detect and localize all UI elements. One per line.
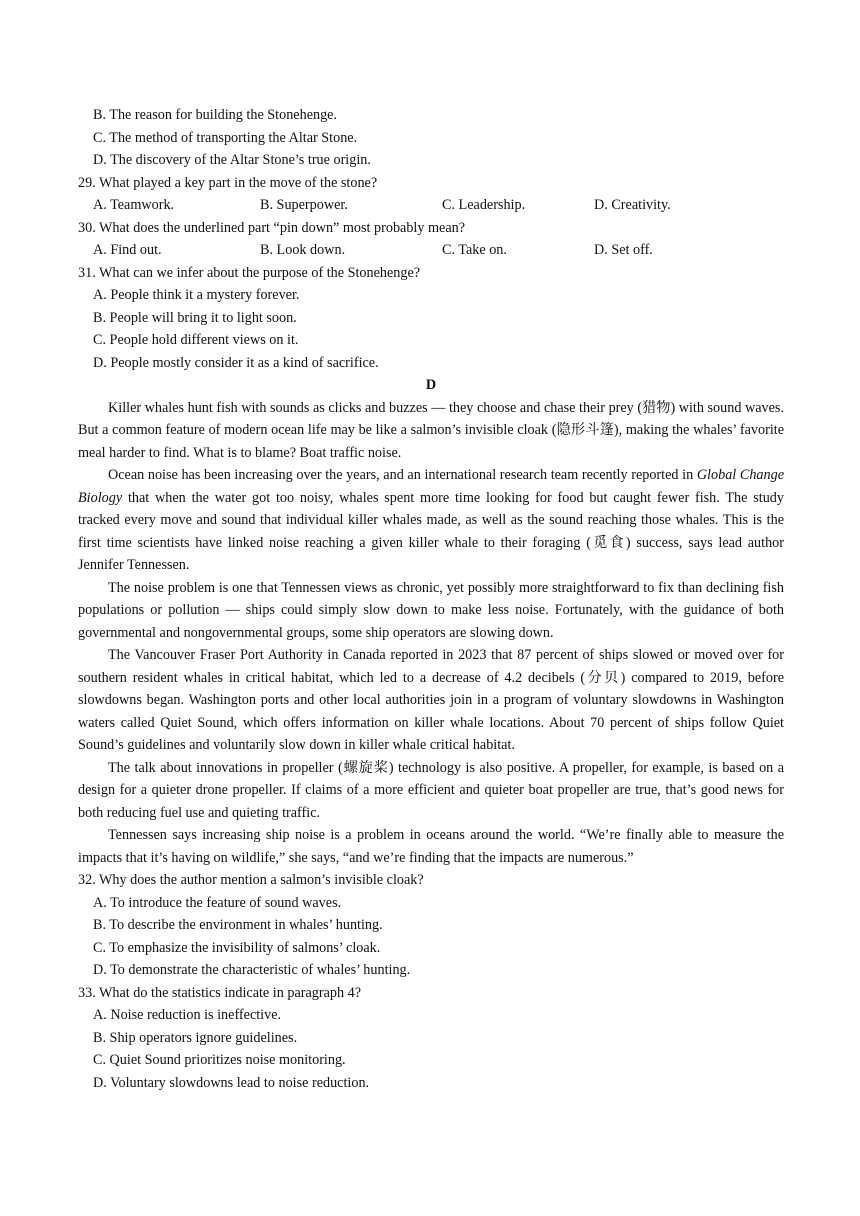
q33-option-a: A. Noise reduction is ineffective. xyxy=(93,1007,282,1023)
q31-option-c: C. People hold different views on it. xyxy=(93,332,299,348)
q30-stem: 30. What does the underlined part “pin down” most probably mean? xyxy=(78,219,466,236)
q32-stem: 32. Why does the author mention a salmon’s invisible cloak? xyxy=(78,872,424,888)
q33-option-d: D. Voluntary slowdowns lead to noise reduction. xyxy=(93,1074,370,1091)
paragraph-2-text-a: Ocean noise has been increasing over the years, and an international research team recently reported in xyxy=(108,467,697,483)
passage-paragraph-3: The noise problem is one that Tennessen views as chronic, yet possibly more straightforward to fix than declining fish populations or pollution — ships could simply slow down to make less noise. Fortunately, with the guidance of both governmental and nongovernmental groups, some ship operators are slowing down. xyxy=(78,579,784,641)
q33-stem: 33. What do the statistics indicate in paragraph 4? xyxy=(78,984,362,1001)
q31-option-d: D. People mostly consider it as a kind of sacrifice. xyxy=(93,354,379,371)
q29-stem: 29. What played a key part in the move of the stone? xyxy=(78,174,378,191)
q30-option-c: C. Take on. xyxy=(442,242,507,258)
passage-paragraph-2 xyxy=(78,464,784,577)
q28-option-b: B. The reason for building the Stonehenge. xyxy=(93,107,338,123)
journal-name: Global Change Biology xyxy=(78,467,784,506)
passage-paragraph-4: The Vancouver Fraser Port Authority in Canada reported in 2023 that 87 percent of ships slowed or moved over for southern resident whales in critical habitat, which led to a decrease of 4.2 decibels (分贝) compared to 2019, before slowdowns began. Washington ports and other local authorities join in a program of voluntary slowdowns in Washington waters called Quiet Sound, which offers information on killer whale locations. About 70 percent of ships follow Quiet Sound’s guidelines and voluntarily slow down in killer whale critical habitat. xyxy=(78,647,784,753)
q29-option-b: B. Superpower. xyxy=(260,197,348,213)
q29-option-d: D. Creativity. xyxy=(594,197,671,213)
q29-options xyxy=(78,194,784,217)
section-d-heading: D xyxy=(425,377,437,393)
q29-option-c: C. Leadership. xyxy=(442,197,526,213)
q30-option-b: B. Look down. xyxy=(260,242,346,258)
q31-option-a: A. People think it a mystery forever. xyxy=(93,287,300,303)
q32-option-b: B. To describe the environment in whales’ hunting. xyxy=(93,917,383,933)
q33-option-c: C. Quiet Sound prioritizes noise monitoring. xyxy=(93,1052,346,1068)
q28-option-c: C. The method of transporting the Altar Stone. xyxy=(93,129,358,146)
passage-paragraph-5: The talk about innovations in propeller (螺旋桨) technology is also positive. A propeller, for example, is based on a design for a quieter drone propeller. If claims of a more efficient and quieter boat propeller are true, that’s good news for both reducing fuel use and quieting traffic. xyxy=(78,759,784,821)
q31-stem: 31. What can we infer about the purpose of the Stonehenge? xyxy=(78,264,421,281)
q32-option-a: A. To introduce the feature of sound waves. xyxy=(93,894,342,911)
paragraph-2-text-b: that when the water got too noisy, whales spent more time looking for food but caught fewer fish. The study tracked every move and sound that individual killer whales made, as well as the sound reaching those whales. This is the first time scientists have linked noise reaching a given killer whale to their foraging (觅食) success, says lead author Jennifer Tennessen. xyxy=(78,489,784,573)
q31-option-b: B. People will bring it to light soon. xyxy=(93,309,297,326)
passage-paragraph-1: Killer whales hunt fish with sounds as clicks and buzzes — they choose and chase their prey (猎物) with sound waves. But a common feature of modern ocean life may be like a salmon’s invisible cloak (隐形斗篷), making the whales’ favorite meal harder to find. What is to blame? Boat traffic noise. xyxy=(78,399,784,461)
q30-option-d: D. Set off. xyxy=(594,242,653,258)
q33-option-b: B. Ship operators ignore guidelines. xyxy=(93,1029,298,1046)
q29-option-a: A. Teamwork. xyxy=(93,197,175,213)
q30-options xyxy=(78,239,784,262)
q32-option-d: D. To demonstrate the characteristic of whales’ hunting. xyxy=(93,962,411,978)
q28-option-d: D. The discovery of the Altar Stone’s true origin. xyxy=(93,152,371,168)
q30-option-a: A. Find out. xyxy=(93,242,162,258)
q32-option-c: C. To emphasize the invisibility of salmons’ cloak. xyxy=(93,939,381,956)
passage-paragraph-6: Tennessen says increasing ship noise is a problem in oceans around the world. “We’re finally able to measure the impacts that it’s having on wildlife,” she says, “and we’re finding that the impacts are numerous.” xyxy=(78,827,784,866)
